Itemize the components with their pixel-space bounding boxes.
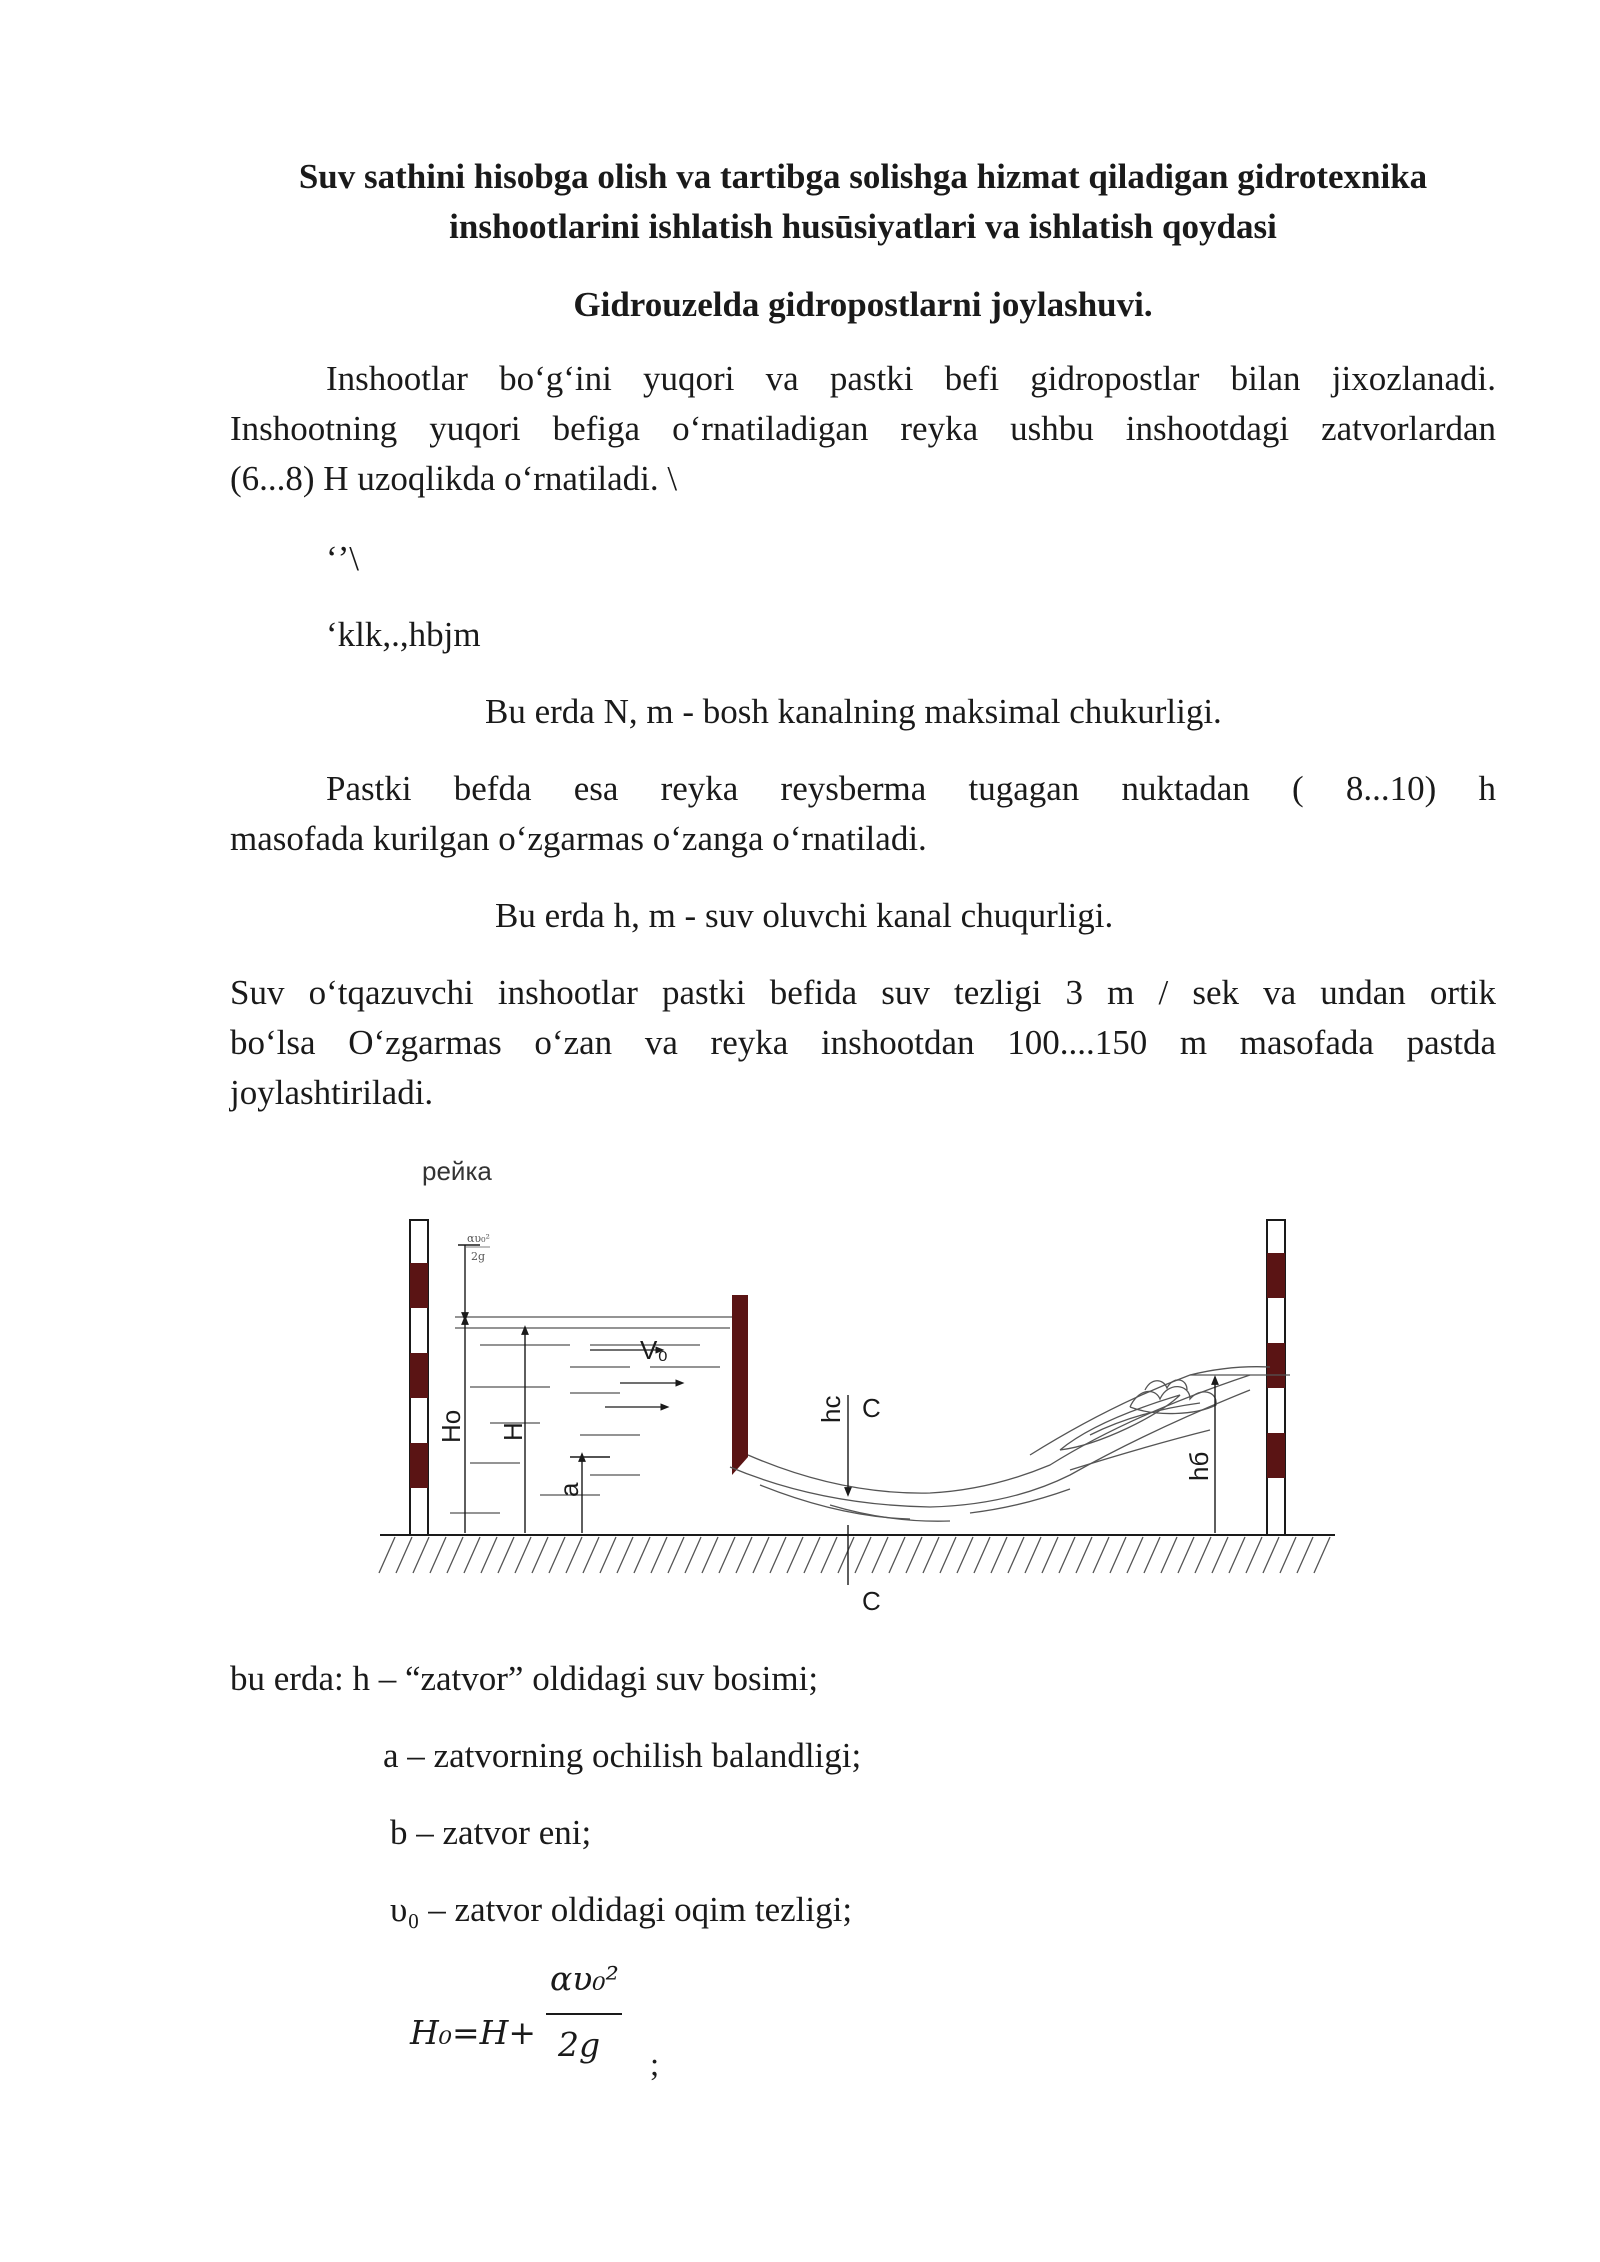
legend-a: a – zatvorning ochilish balandligi;: [383, 1736, 862, 1775]
hatch-stroke: [634, 1537, 650, 1573]
downstream-flow: [730, 1367, 1290, 1522]
hatch-stroke: [1195, 1537, 1211, 1573]
stray-text-2: ‘klk,.,hbjm: [326, 615, 481, 654]
heading-line-2: inshootlarini ishlatish husūsiyatlari va ishlatish qoydasi: [449, 207, 1277, 246]
hatch-stroke: [1076, 1537, 1092, 1573]
hatch-stroke: [1229, 1537, 1245, 1573]
legend-v0: υ₀ – zatvor oldidagi oqim tezligi;: [390, 1890, 853, 1929]
hatch-stroke: [668, 1537, 684, 1573]
upstream-water: [450, 1317, 740, 1513]
hatch-stroke: [651, 1537, 667, 1573]
para2-line-1: Pastki befda esa reyka reysberma tugagan nuktadan ( 8...10) h: [326, 769, 1496, 808]
hatch-stroke: [515, 1537, 531, 1573]
hatch-stroke: [685, 1537, 701, 1573]
hatch-stroke: [600, 1537, 616, 1573]
para1-line-1: Inshootlar bo‘g‘ini yuqori va pastki befi gidropostlar bilan jixozlanadi.: [326, 359, 1496, 398]
heading-line-1: Suv sathini hisobga olish va tartibga solishga hizmat qiladigan gidrotexnika: [298, 157, 1428, 196]
hatch-stroke: [889, 1537, 905, 1573]
hatch-stroke: [1297, 1537, 1313, 1573]
hatch-stroke: [379, 1537, 395, 1573]
hatch-stroke: [1263, 1537, 1279, 1573]
hatch-stroke: [549, 1537, 565, 1573]
formula-numerator: αυ₀²: [550, 1959, 619, 1998]
para2-line-2: masofada kurilgan o‘zgarmas o‘zanga o‘rnatiladi.: [230, 819, 927, 858]
label-reika: рейка: [422, 1156, 492, 1186]
formula-terminator: ;: [650, 2047, 660, 2083]
label-hc: hc: [816, 1395, 846, 1423]
stray-text-1: ‘’\: [326, 539, 360, 578]
hatch-stroke: [855, 1537, 871, 1573]
note-2: Bu erda h, m - suv oluvchi kanal chuqurligi.: [495, 896, 1114, 935]
hatch-stroke: [1161, 1537, 1177, 1573]
hatch-stroke: [838, 1537, 854, 1573]
hatch-stroke: [1127, 1537, 1143, 1573]
hatch-stroke: [906, 1537, 922, 1573]
hatch-stroke: [481, 1537, 497, 1573]
hatch-stroke: [804, 1537, 820, 1573]
hatch-stroke: [1314, 1537, 1330, 1573]
label-H: H: [498, 1422, 528, 1441]
right-gauge-staff: [1267, 1220, 1285, 1535]
subtitle: Gidrouzelda gidropostlarni joylashuvi.: [573, 285, 1153, 324]
formula-fraction-bar: [546, 2013, 622, 2015]
hatch-stroke: [991, 1537, 1007, 1573]
hatch-stroke: [957, 1537, 973, 1573]
hatch-stroke: [1059, 1537, 1075, 1573]
hatch-stroke: [430, 1537, 446, 1573]
hatch-stroke: [719, 1537, 735, 1573]
hatch-stroke: [923, 1537, 939, 1573]
hatch-stroke: [447, 1537, 463, 1573]
hatch-stroke: [498, 1537, 514, 1573]
hatch-stroke: [566, 1537, 582, 1573]
gate: [732, 1295, 748, 1475]
hatch-stroke: [1246, 1537, 1262, 1573]
hatch-stroke: [974, 1537, 990, 1573]
hatch-stroke: [1144, 1537, 1160, 1573]
hatch-stroke: [1280, 1537, 1296, 1573]
label-Ho: Ho: [436, 1409, 466, 1443]
formula-denominator: 2g: [558, 2025, 601, 2064]
hatch-stroke: [1212, 1537, 1228, 1573]
para3-line-1: Suv o‘tqazuvchi inshootlar pastki befida suv tezligi 3 m / sek va undan ortik: [230, 973, 1496, 1012]
hatch-stroke: [1093, 1537, 1109, 1573]
hatch-stroke: [617, 1537, 633, 1573]
hatch-stroke: [787, 1537, 803, 1573]
para3-line-2: bo‘lsa O‘zgarmas o‘zan va reyka inshootdan 100....150 m masofada pastda: [230, 1023, 1496, 1062]
hatch-stroke: [872, 1537, 888, 1573]
hatch-stroke: [821, 1537, 837, 1573]
hatch-stroke: [940, 1537, 956, 1573]
label-V0: V₀: [640, 1335, 669, 1365]
ground-hatching: [379, 1537, 1330, 1573]
hatch-stroke: [770, 1537, 786, 1573]
legend-b: b – zatvor eni;: [390, 1813, 592, 1852]
hatch-stroke: [736, 1537, 752, 1573]
hydraulic-jump-diagram: [370, 1145, 1350, 1630]
hatch-stroke: [1025, 1537, 1041, 1573]
para1-line-2: Inshootning yuqori befiga o‘rnatiladigan reyka ushbu inshootdagi zatvorlardan: [230, 409, 1496, 448]
hatch-stroke: [464, 1537, 480, 1573]
para1-line-3: (6...8) H uzoqlikda o‘rnatiladi. \: [230, 459, 678, 498]
formula-lhs: H₀=H+: [410, 2013, 537, 2052]
label-C-top: C: [862, 1393, 881, 1423]
note-1: Bu erda N, m - bosh kanalning maksimal chukurligi.: [485, 692, 1222, 731]
hatch-stroke: [413, 1537, 429, 1573]
hatch-stroke: [1110, 1537, 1126, 1573]
label-a: a: [554, 1482, 584, 1497]
hatch-stroke: [532, 1537, 548, 1573]
hatch-stroke: [396, 1537, 412, 1573]
label-C-bottom: C: [862, 1586, 881, 1616]
label-energy-num: αυ₀²: [467, 1232, 490, 1245]
legend-intro: bu erda: h – “zatvor” oldidagi suv bosimi;: [230, 1659, 819, 1698]
hatch-stroke: [583, 1537, 599, 1573]
label-energy-den: 2g: [471, 1250, 486, 1263]
hatch-stroke: [1042, 1537, 1058, 1573]
para3-line-3: joylashtiriladi.: [230, 1073, 434, 1112]
formula-H0: [410, 1955, 710, 2095]
label-hb: hб: [1184, 1451, 1214, 1481]
left-gauge-staff: [410, 1220, 428, 1535]
hatch-stroke: [1178, 1537, 1194, 1573]
hatch-stroke: [753, 1537, 769, 1573]
hatch-stroke: [1008, 1537, 1024, 1573]
hatch-stroke: [702, 1537, 718, 1573]
